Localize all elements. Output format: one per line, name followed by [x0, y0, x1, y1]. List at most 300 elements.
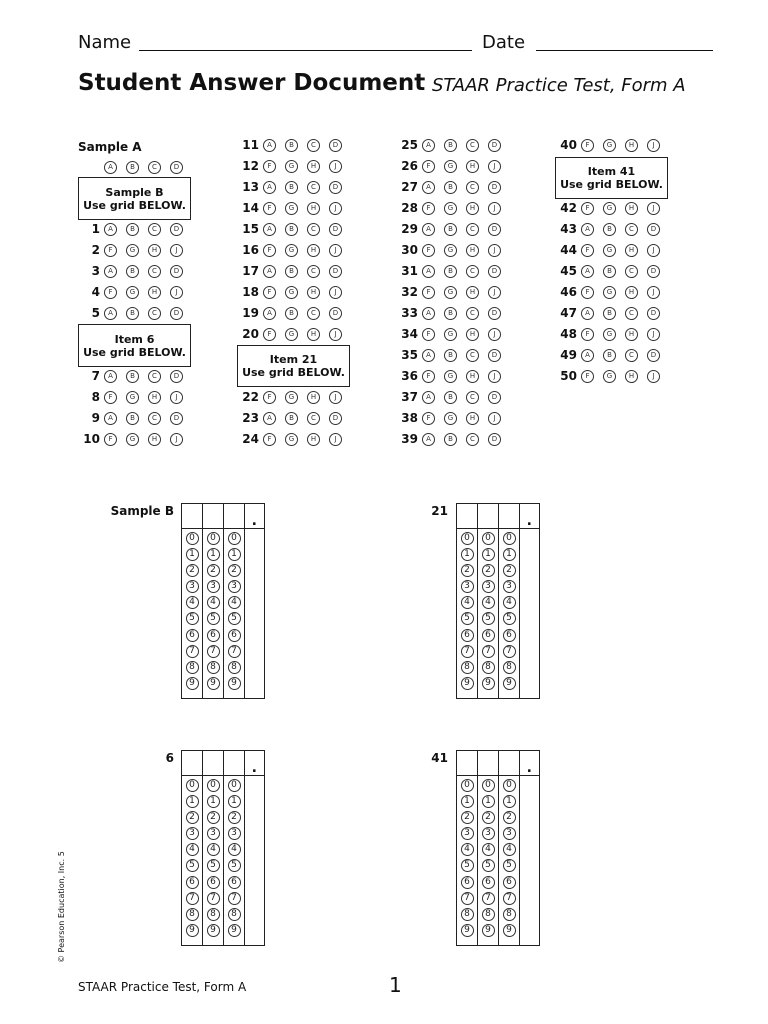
answer-bubble-d[interactable]: D [329, 265, 342, 278]
answer-bubble-a[interactable]: A [263, 307, 276, 320]
answer-bubble-b[interactable]: B [285, 223, 298, 236]
answer-bubble-c[interactable]: C [148, 307, 161, 320]
digit-bubble[interactable]: 0 [503, 532, 516, 545]
answer-bubble-j[interactable]: J [329, 391, 342, 404]
answer-bubble-b[interactable]: B [126, 412, 139, 425]
answer-bubble-g[interactable]: G [603, 244, 616, 257]
answer-bubble-a[interactable]: A [263, 181, 276, 194]
answer-bubble-j[interactable]: J [170, 244, 183, 257]
answer-bubble-b[interactable]: B [126, 265, 139, 278]
answer-bubble-d[interactable]: D [488, 391, 501, 404]
answer-bubble-g[interactable]: G [444, 328, 457, 341]
answer-bubble-d[interactable]: D [488, 139, 501, 152]
answer-bubble-c[interactable]: C [625, 307, 638, 320]
digit-bubble[interactable]: 3 [228, 827, 241, 840]
digit-bubble[interactable]: 9 [503, 924, 516, 937]
digit-bubble[interactable]: 2 [207, 564, 220, 577]
digit-bubble[interactable]: 8 [482, 661, 495, 674]
answer-bubble-c[interactable]: C [148, 265, 161, 278]
digit-bubble[interactable]: 8 [207, 661, 220, 674]
answer-bubble-d[interactable]: D [170, 265, 183, 278]
answer-bubble-h[interactable]: H [307, 286, 320, 299]
answer-bubble-h[interactable]: H [625, 139, 638, 152]
answer-bubble-h[interactable]: H [307, 160, 320, 173]
answer-bubble-h[interactable]: H [466, 328, 479, 341]
answer-bubble-b[interactable]: B [444, 181, 457, 194]
answer-bubble-f[interactable]: F [422, 370, 435, 383]
answer-bubble-h[interactable]: H [148, 433, 161, 446]
answer-bubble-f[interactable]: F [104, 244, 117, 257]
answer-bubble-d[interactable]: D [170, 223, 183, 236]
digit-bubble[interactable]: 4 [228, 596, 241, 609]
answer-bubble-d[interactable]: D [170, 161, 183, 174]
digit-bubble[interactable]: 2 [207, 811, 220, 824]
answer-bubble-g[interactable]: G [603, 202, 616, 215]
answer-bubble-h[interactable]: H [148, 286, 161, 299]
answer-bubble-h[interactable]: H [625, 328, 638, 341]
answer-bubble-g[interactable]: G [603, 139, 616, 152]
answer-bubble-j[interactable]: J [647, 244, 660, 257]
answer-bubble-b[interactable]: B [285, 265, 298, 278]
digit-bubble[interactable]: 7 [461, 892, 474, 905]
digit-bubble[interactable]: 9 [186, 924, 199, 937]
answer-bubble-j[interactable]: J [170, 433, 183, 446]
answer-bubble-g[interactable]: G [444, 412, 457, 425]
answer-bubble-c[interactable]: C [148, 412, 161, 425]
digit-bubble[interactable]: 6 [207, 629, 220, 642]
answer-bubble-d[interactable]: D [488, 307, 501, 320]
digit-bubble[interactable]: 6 [461, 629, 474, 642]
digit-bubble[interactable]: 6 [482, 629, 495, 642]
digit-bubble[interactable]: 8 [228, 908, 241, 921]
answer-bubble-d[interactable]: D [329, 223, 342, 236]
answer-bubble-d[interactable]: D [488, 265, 501, 278]
answer-bubble-h[interactable]: H [625, 244, 638, 257]
answer-bubble-d[interactable]: D [329, 139, 342, 152]
answer-bubble-f[interactable]: F [263, 391, 276, 404]
answer-bubble-d[interactable]: D [329, 181, 342, 194]
digit-bubble[interactable]: 1 [461, 548, 474, 561]
answer-bubble-d[interactable]: D [647, 223, 660, 236]
grid-entry-cell[interactable] [477, 750, 498, 776]
answer-bubble-c[interactable]: C [307, 412, 320, 425]
digit-bubble[interactable]: 8 [186, 908, 199, 921]
answer-bubble-g[interactable]: G [285, 391, 298, 404]
answer-bubble-j[interactable]: J [329, 244, 342, 257]
digit-bubble[interactable]: 3 [482, 580, 495, 593]
answer-bubble-f[interactable]: F [104, 391, 117, 404]
digit-bubble[interactable]: 7 [207, 892, 220, 905]
answer-bubble-f[interactable]: F [581, 202, 594, 215]
digit-bubble[interactable]: 0 [482, 532, 495, 545]
answer-bubble-a[interactable]: A [581, 307, 594, 320]
answer-bubble-b[interactable]: B [126, 370, 139, 383]
digit-bubble[interactable]: 8 [228, 661, 241, 674]
answer-bubble-h[interactable]: H [148, 391, 161, 404]
digit-bubble[interactable]: 1 [482, 795, 495, 808]
answer-bubble-b[interactable]: B [603, 223, 616, 236]
answer-bubble-f[interactable]: F [104, 286, 117, 299]
answer-bubble-a[interactable]: A [422, 349, 435, 362]
digit-bubble[interactable]: 4 [503, 596, 516, 609]
digit-bubble[interactable]: 5 [461, 612, 474, 625]
answer-bubble-a[interactable]: A [422, 181, 435, 194]
answer-bubble-b[interactable]: B [126, 307, 139, 320]
digit-bubble[interactable]: 0 [207, 779, 220, 792]
digit-bubble[interactable]: 0 [186, 532, 199, 545]
digit-bubble[interactable]: 1 [186, 795, 199, 808]
answer-bubble-a[interactable]: A [422, 223, 435, 236]
digit-bubble[interactable]: 2 [461, 564, 474, 577]
digit-bubble[interactable]: 8 [461, 908, 474, 921]
digit-bubble[interactable]: 5 [228, 859, 241, 872]
answer-bubble-j[interactable]: J [488, 286, 501, 299]
answer-bubble-g[interactable]: G [285, 433, 298, 446]
answer-bubble-j[interactable]: J [488, 202, 501, 215]
answer-bubble-d[interactable]: D [488, 181, 501, 194]
answer-bubble-h[interactable]: H [307, 202, 320, 215]
digit-bubble[interactable]: 2 [228, 564, 241, 577]
answer-bubble-h[interactable]: H [307, 391, 320, 404]
digit-bubble[interactable]: 3 [186, 827, 199, 840]
answer-bubble-b[interactable]: B [444, 265, 457, 278]
grid-entry-cell[interactable] [477, 503, 498, 529]
answer-bubble-b[interactable]: B [603, 265, 616, 278]
answer-bubble-b[interactable]: B [444, 349, 457, 362]
digit-bubble[interactable]: 3 [207, 580, 220, 593]
digit-bubble[interactable]: 2 [482, 811, 495, 824]
answer-bubble-h[interactable]: H [148, 244, 161, 257]
digit-bubble[interactable]: 9 [482, 677, 495, 690]
digit-bubble[interactable]: 9 [482, 924, 495, 937]
digit-bubble[interactable]: 8 [207, 908, 220, 921]
digit-bubble[interactable]: 2 [482, 564, 495, 577]
digit-bubble[interactable]: 1 [207, 548, 220, 561]
answer-bubble-g[interactable]: G [285, 244, 298, 257]
digit-bubble[interactable]: 1 [482, 548, 495, 561]
digit-bubble[interactable]: 4 [186, 843, 199, 856]
answer-bubble-d[interactable]: D [170, 412, 183, 425]
grid-entry-cell[interactable] [244, 503, 265, 529]
answer-bubble-f[interactable]: F [422, 202, 435, 215]
answer-bubble-h[interactable]: H [307, 328, 320, 341]
digit-bubble[interactable]: 0 [482, 779, 495, 792]
answer-bubble-a[interactable]: A [263, 139, 276, 152]
answer-bubble-c[interactable]: C [466, 391, 479, 404]
answer-bubble-a[interactable]: A [104, 307, 117, 320]
digit-bubble[interactable]: 7 [228, 892, 241, 905]
digit-bubble[interactable]: 0 [461, 779, 474, 792]
answer-bubble-g[interactable]: G [285, 202, 298, 215]
digit-bubble[interactable]: 2 [186, 564, 199, 577]
digit-bubble[interactable]: 4 [186, 596, 199, 609]
digit-bubble[interactable]: 5 [503, 859, 516, 872]
answer-bubble-h[interactable]: H [466, 244, 479, 257]
answer-bubble-c[interactable]: C [148, 161, 161, 174]
answer-bubble-f[interactable]: F [422, 412, 435, 425]
digit-bubble[interactable]: 6 [186, 629, 199, 642]
answer-bubble-f[interactable]: F [422, 286, 435, 299]
answer-bubble-a[interactable]: A [422, 307, 435, 320]
grid-entry-cell[interactable] [244, 750, 265, 776]
grid-entry-cell[interactable] [202, 750, 223, 776]
grid-entry-cell[interactable] [223, 503, 244, 529]
digit-bubble[interactable]: 1 [461, 795, 474, 808]
digit-bubble[interactable]: 9 [503, 677, 516, 690]
answer-bubble-h[interactable]: H [466, 370, 479, 383]
answer-bubble-a[interactable]: A [104, 161, 117, 174]
digit-bubble[interactable]: 9 [228, 677, 241, 690]
digit-bubble[interactable]: 3 [186, 580, 199, 593]
answer-bubble-b[interactable]: B [444, 139, 457, 152]
answer-bubble-j[interactable]: J [488, 412, 501, 425]
answer-bubble-h[interactable]: H [625, 370, 638, 383]
answer-bubble-a[interactable]: A [422, 391, 435, 404]
answer-bubble-d[interactable]: D [647, 307, 660, 320]
digit-bubble[interactable]: 7 [186, 892, 199, 905]
answer-bubble-j[interactable]: J [647, 370, 660, 383]
digit-bubble[interactable]: 0 [503, 779, 516, 792]
digit-bubble[interactable]: 3 [482, 827, 495, 840]
digit-bubble[interactable]: 2 [461, 811, 474, 824]
answer-bubble-a[interactable]: A [263, 223, 276, 236]
answer-bubble-f[interactable]: F [263, 433, 276, 446]
grid-entry-cell[interactable] [223, 750, 244, 776]
digit-bubble[interactable]: 4 [482, 843, 495, 856]
answer-bubble-f[interactable]: F [263, 244, 276, 257]
answer-bubble-c[interactable]: C [466, 433, 479, 446]
digit-bubble[interactable]: 3 [503, 580, 516, 593]
answer-bubble-f[interactable]: F [581, 328, 594, 341]
answer-bubble-a[interactable]: A [104, 265, 117, 278]
grid-entry-cell[interactable] [181, 503, 202, 529]
answer-bubble-f[interactable]: F [581, 286, 594, 299]
date-field[interactable] [536, 50, 713, 51]
answer-bubble-d[interactable]: D [488, 223, 501, 236]
digit-bubble[interactable]: 8 [482, 908, 495, 921]
answer-bubble-d[interactable]: D [647, 265, 660, 278]
answer-bubble-a[interactable]: A [422, 265, 435, 278]
answer-bubble-b[interactable]: B [285, 307, 298, 320]
answer-bubble-c[interactable]: C [307, 265, 320, 278]
answer-bubble-j[interactable]: J [488, 244, 501, 257]
digit-bubble[interactable]: 7 [461, 645, 474, 658]
answer-bubble-g[interactable]: G [603, 328, 616, 341]
answer-bubble-g[interactable]: G [126, 391, 139, 404]
answer-bubble-c[interactable]: C [466, 181, 479, 194]
answer-bubble-j[interactable]: J [329, 328, 342, 341]
answer-bubble-d[interactable]: D [488, 433, 501, 446]
answer-bubble-c[interactable]: C [148, 370, 161, 383]
answer-bubble-g[interactable]: G [444, 370, 457, 383]
answer-bubble-c[interactable]: C [148, 223, 161, 236]
answer-bubble-h[interactable]: H [625, 286, 638, 299]
answer-bubble-j[interactable]: J [329, 433, 342, 446]
digit-bubble[interactable]: 3 [207, 827, 220, 840]
grid-entry-cell[interactable] [181, 750, 202, 776]
answer-bubble-f[interactable]: F [263, 160, 276, 173]
answer-bubble-a[interactable]: A [581, 265, 594, 278]
answer-bubble-g[interactable]: G [285, 286, 298, 299]
digit-bubble[interactable]: 8 [186, 661, 199, 674]
digit-bubble[interactable]: 5 [503, 612, 516, 625]
answer-bubble-g[interactable]: G [126, 244, 139, 257]
answer-bubble-f[interactable]: F [104, 433, 117, 446]
digit-bubble[interactable]: 0 [461, 532, 474, 545]
digit-bubble[interactable]: 8 [503, 661, 516, 674]
answer-bubble-c[interactable]: C [466, 223, 479, 236]
answer-bubble-j[interactable]: J [170, 391, 183, 404]
answer-bubble-a[interactable]: A [263, 412, 276, 425]
digit-bubble[interactable]: 1 [503, 795, 516, 808]
digit-bubble[interactable]: 4 [207, 596, 220, 609]
grid-entry-cell[interactable] [498, 750, 519, 776]
digit-bubble[interactable]: 0 [228, 779, 241, 792]
digit-bubble[interactable]: 4 [503, 843, 516, 856]
answer-bubble-h[interactable]: H [466, 160, 479, 173]
digit-bubble[interactable]: 4 [207, 843, 220, 856]
answer-bubble-a[interactable]: A [104, 370, 117, 383]
answer-bubble-d[interactable]: D [329, 307, 342, 320]
answer-bubble-j[interactable]: J [647, 286, 660, 299]
answer-bubble-d[interactable]: D [170, 307, 183, 320]
digit-bubble[interactable]: 4 [228, 843, 241, 856]
digit-bubble[interactable]: 8 [461, 661, 474, 674]
digit-bubble[interactable]: 7 [503, 645, 516, 658]
answer-bubble-j[interactable]: J [488, 160, 501, 173]
answer-bubble-h[interactable]: H [625, 202, 638, 215]
digit-bubble[interactable]: 7 [503, 892, 516, 905]
answer-bubble-b[interactable]: B [444, 307, 457, 320]
answer-bubble-f[interactable]: F [263, 286, 276, 299]
answer-bubble-b[interactable]: B [444, 433, 457, 446]
grid-entry-cell[interactable] [519, 503, 540, 529]
digit-bubble[interactable]: 3 [461, 580, 474, 593]
answer-bubble-c[interactable]: C [466, 349, 479, 362]
answer-bubble-h[interactable]: H [466, 202, 479, 215]
digit-bubble[interactable]: 6 [207, 876, 220, 889]
answer-bubble-b[interactable]: B [603, 307, 616, 320]
answer-bubble-j[interactable]: J [488, 328, 501, 341]
answer-bubble-j[interactable]: J [329, 286, 342, 299]
digit-bubble[interactable]: 9 [207, 924, 220, 937]
digit-bubble[interactable]: 5 [482, 612, 495, 625]
digit-bubble[interactable]: 9 [461, 677, 474, 690]
answer-bubble-h[interactable]: H [307, 433, 320, 446]
answer-bubble-j[interactable]: J [647, 328, 660, 341]
digit-bubble[interactable]: 1 [503, 548, 516, 561]
digit-bubble[interactable]: 9 [461, 924, 474, 937]
answer-bubble-c[interactable]: C [625, 223, 638, 236]
digit-bubble[interactable]: 1 [207, 795, 220, 808]
digit-bubble[interactable]: 3 [503, 827, 516, 840]
digit-bubble[interactable]: 0 [228, 532, 241, 545]
digit-bubble[interactable]: 5 [228, 612, 241, 625]
digit-bubble[interactable]: 1 [228, 548, 241, 561]
answer-bubble-a[interactable]: A [104, 412, 117, 425]
answer-bubble-c[interactable]: C [466, 307, 479, 320]
answer-bubble-a[interactable]: A [422, 139, 435, 152]
answer-bubble-b[interactable]: B [126, 161, 139, 174]
answer-bubble-f[interactable]: F [581, 244, 594, 257]
answer-bubble-b[interactable]: B [603, 349, 616, 362]
digit-bubble[interactable]: 6 [482, 876, 495, 889]
answer-bubble-h[interactable]: H [466, 412, 479, 425]
answer-bubble-a[interactable]: A [581, 349, 594, 362]
answer-bubble-a[interactable]: A [263, 265, 276, 278]
digit-bubble[interactable]: 9 [186, 677, 199, 690]
digit-bubble[interactable]: 7 [482, 892, 495, 905]
digit-bubble[interactable]: 6 [461, 876, 474, 889]
answer-bubble-c[interactable]: C [307, 181, 320, 194]
digit-bubble[interactable]: 4 [461, 843, 474, 856]
digit-bubble[interactable]: 1 [186, 548, 199, 561]
digit-bubble[interactable]: 2 [186, 811, 199, 824]
digit-bubble[interactable]: 4 [482, 596, 495, 609]
answer-bubble-b[interactable]: B [285, 181, 298, 194]
answer-bubble-c[interactable]: C [307, 139, 320, 152]
answer-bubble-d[interactable]: D [647, 349, 660, 362]
answer-bubble-c[interactable]: C [466, 265, 479, 278]
digit-bubble[interactable]: 6 [228, 629, 241, 642]
answer-bubble-j[interactable]: J [647, 202, 660, 215]
answer-bubble-d[interactable]: D [488, 349, 501, 362]
answer-bubble-j[interactable]: J [329, 202, 342, 215]
answer-bubble-b[interactable]: B [285, 412, 298, 425]
answer-bubble-b[interactable]: B [285, 139, 298, 152]
digit-bubble[interactable]: 8 [503, 908, 516, 921]
answer-bubble-b[interactable]: B [444, 223, 457, 236]
answer-bubble-j[interactable]: J [170, 286, 183, 299]
digit-bubble[interactable]: 5 [207, 859, 220, 872]
answer-bubble-h[interactable]: H [307, 244, 320, 257]
digit-bubble[interactable]: 1 [228, 795, 241, 808]
answer-bubble-j[interactable]: J [329, 160, 342, 173]
digit-bubble[interactable]: 6 [186, 876, 199, 889]
answer-bubble-g[interactable]: G [444, 286, 457, 299]
digit-bubble[interactable]: 3 [228, 580, 241, 593]
answer-bubble-f[interactable]: F [422, 160, 435, 173]
answer-bubble-a[interactable]: A [104, 223, 117, 236]
answer-bubble-g[interactable]: G [603, 286, 616, 299]
grid-entry-cell[interactable] [498, 503, 519, 529]
digit-bubble[interactable]: 7 [482, 645, 495, 658]
digit-bubble[interactable]: 2 [503, 811, 516, 824]
answer-bubble-g[interactable]: G [126, 286, 139, 299]
answer-bubble-c[interactable]: C [625, 265, 638, 278]
digit-bubble[interactable]: 7 [207, 645, 220, 658]
answer-bubble-f[interactable]: F [263, 328, 276, 341]
digit-bubble[interactable]: 5 [482, 859, 495, 872]
answer-bubble-f[interactable]: F [581, 370, 594, 383]
answer-bubble-d[interactable]: D [170, 370, 183, 383]
digit-bubble[interactable]: 3 [461, 827, 474, 840]
digit-bubble[interactable]: 6 [228, 876, 241, 889]
grid-entry-cell[interactable] [519, 750, 540, 776]
grid-entry-cell[interactable] [202, 503, 223, 529]
digit-bubble[interactable]: 7 [228, 645, 241, 658]
digit-bubble[interactable]: 7 [186, 645, 199, 658]
digit-bubble[interactable]: 5 [186, 859, 199, 872]
answer-bubble-f[interactable]: F [422, 328, 435, 341]
answer-bubble-g[interactable]: G [444, 160, 457, 173]
answer-bubble-c[interactable]: C [307, 307, 320, 320]
answer-bubble-b[interactable]: B [444, 391, 457, 404]
answer-bubble-g[interactable]: G [126, 433, 139, 446]
digit-bubble[interactable]: 0 [207, 532, 220, 545]
digit-bubble[interactable]: 9 [228, 924, 241, 937]
digit-bubble[interactable]: 5 [186, 612, 199, 625]
